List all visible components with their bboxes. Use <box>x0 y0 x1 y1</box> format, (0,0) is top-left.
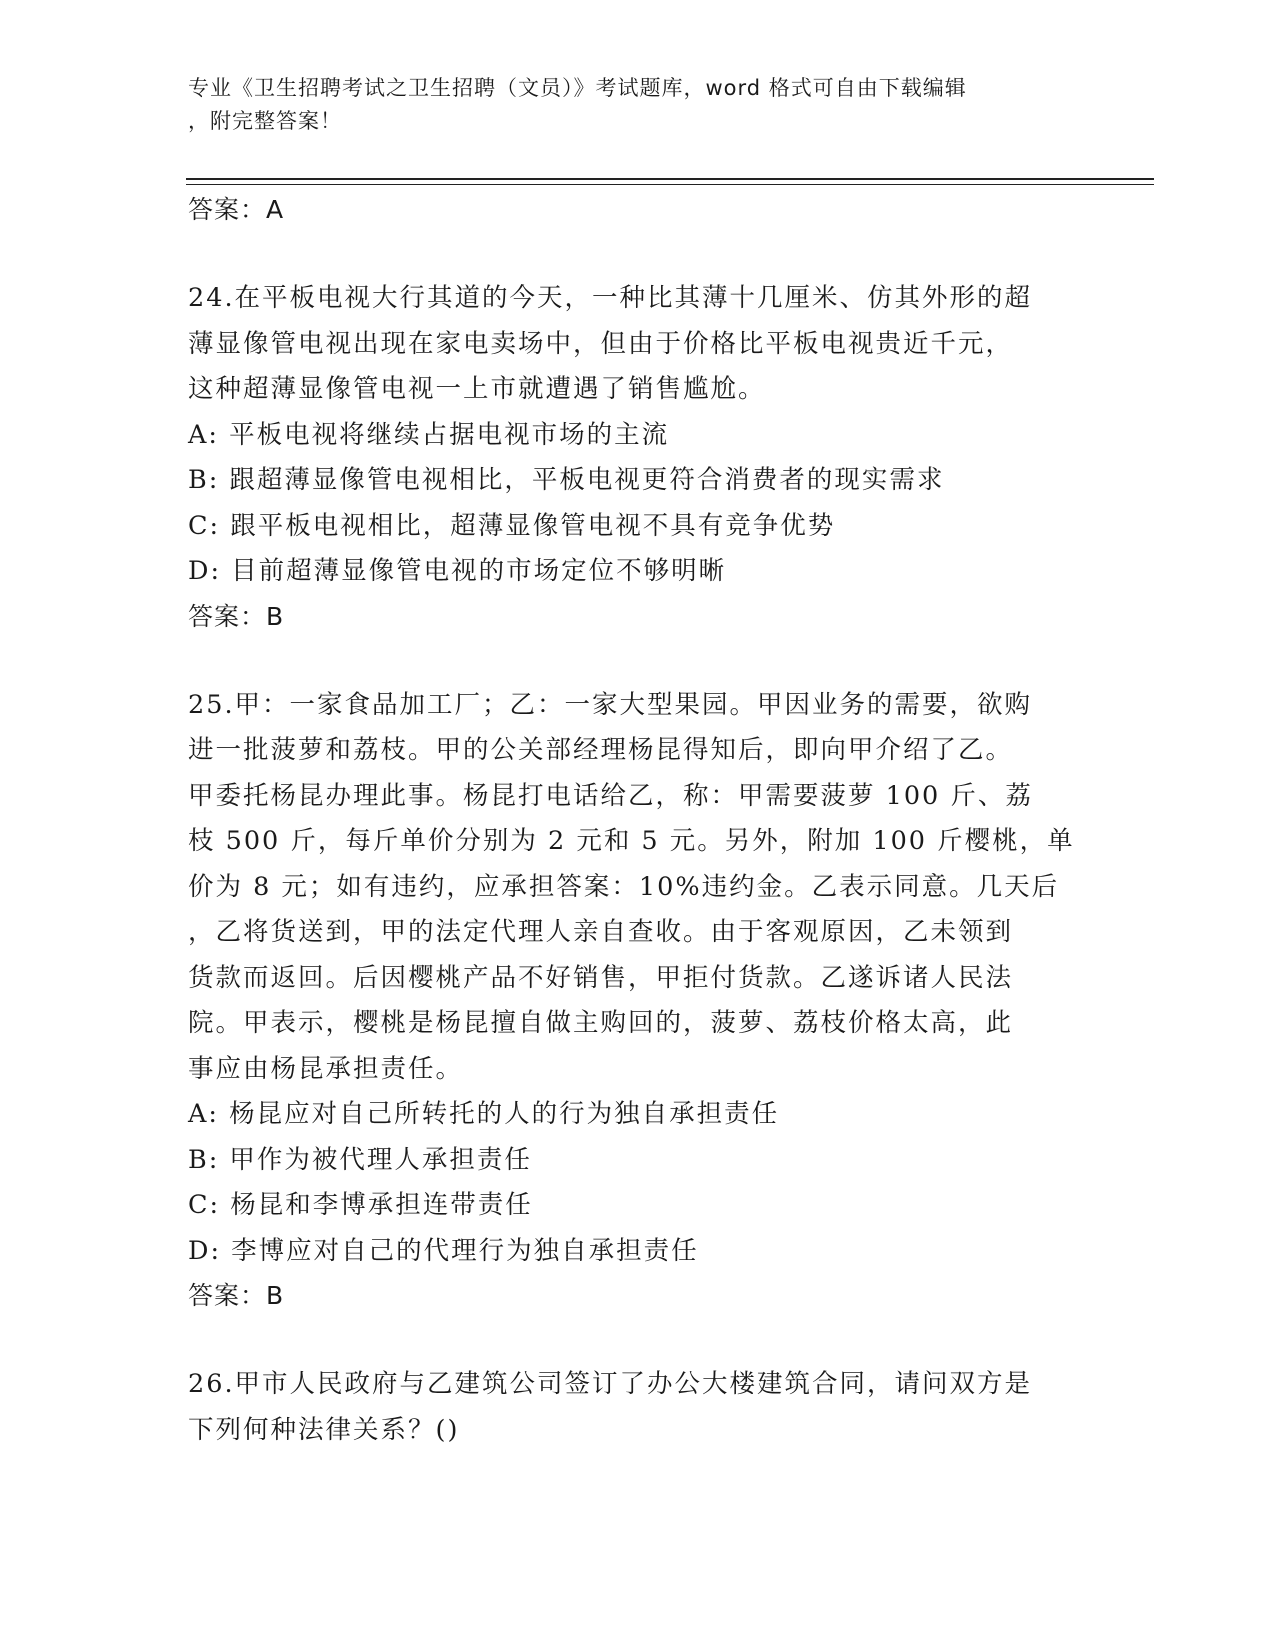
previous-answer: 答案：A <box>188 195 285 224</box>
header-divider-thick <box>186 178 1154 180</box>
question-25-option-c: C: 杨昆和李博承担连带责任 <box>188 1190 533 1220</box>
question-24-line-2: 薄显像管电视出现在家电卖场中，但由于价格比平板电视贵近千元， <box>188 328 1014 359</box>
question-25-option-b: B: 甲作为被代理人承担责任 <box>188 1144 532 1175</box>
question-content <box>188 188 1088 1453</box>
question-24 <box>188 276 1088 639</box>
question-25-line-7: 货款而返回。后因樱桃产品不好销售，甲拒付货款。乙遂诉诸人民法 <box>188 962 1014 993</box>
question-25-option-d: D: 李博应对自己的代理行为独自承担责任 <box>188 1235 699 1266</box>
question-26 <box>188 1362 1088 1453</box>
spacer <box>188 232 1088 276</box>
question-24-option-c: C: 跟平板电视相比，超薄显像管电视不具有竞争优势 <box>188 510 836 541</box>
header-line-2: ，附完整答案！ <box>188 109 342 133</box>
question-25-line-4: 枝 500 斤，每斤单价分别为 2 元和 5 元。另外，附加 100 斤樱桃，单 <box>188 826 1075 856</box>
question-25-line-3: 甲委托杨昆办理此事。杨昆打电话给乙，称：甲需要菠萝 100 斤、荔 <box>188 780 1033 811</box>
spacer <box>188 639 1088 683</box>
question-25-answer: 答案：B <box>188 1281 285 1310</box>
question-26-line-2: 下列何种法律关系？() <box>188 1414 460 1445</box>
document-header <box>188 72 1068 138</box>
question-25-line-9: 事应由杨昆承担责任。 <box>188 1053 464 1084</box>
question-25 <box>188 683 1088 1319</box>
spacer <box>188 1318 1088 1362</box>
question-26-line-1: 26.甲市人民政府与乙建筑公司签订了办公大楼建筑合同，请问双方是 <box>188 1369 1033 1399</box>
question-25-option-a: A: 杨昆应对自己所转托的人的行为独自承担责任 <box>188 1099 780 1129</box>
question-24-answer: 答案：B <box>188 601 285 631</box>
question-25-line-1: 25.甲：一家食品加工厂；乙：一家大型果园。甲因业务的需要，欲购 <box>188 689 1033 720</box>
question-24-option-d: D: 目前超薄显像管电视的市场定位不够明晰 <box>188 556 727 586</box>
question-24-line-3: 这种超薄显像管电视一上市就遭遇了销售尴尬。 <box>188 374 766 404</box>
question-24-line-1: 24.在平板电视大行其道的今天，一种比其薄十几厘米、仿其外形的超 <box>188 283 1033 313</box>
question-25-line-6: ，乙将货送到，甲的法定代理人亲自查收。由于客观原因，乙未领到 <box>188 917 1014 947</box>
question-25-line-8: 院。甲表示，樱桃是杨昆擅自做主购回的，菠萝、荔枝价格太高，此 <box>188 1008 1014 1038</box>
question-25-line-2: 进一批菠萝和荔枝。甲的公关部经理杨昆得知后，即向甲介绍了乙。 <box>188 735 1014 765</box>
question-24-option-a: A: 平板电视将继续占据电视市场的主流 <box>188 419 670 450</box>
question-25-line-5: 价为 8 元；如有违约，应承担答案：10%违约金。乙表示同意。几天后 <box>188 871 1060 902</box>
header-divider-thin <box>186 184 1154 185</box>
header-line-1: 专业《卫生招聘考试之卫生招聘（文员）》考试题库，word 格式可自由下载编辑 <box>188 76 967 100</box>
question-24-option-b: B: 跟超薄显像管电视相比，平板电视更符合消费者的现实需求 <box>188 465 945 495</box>
